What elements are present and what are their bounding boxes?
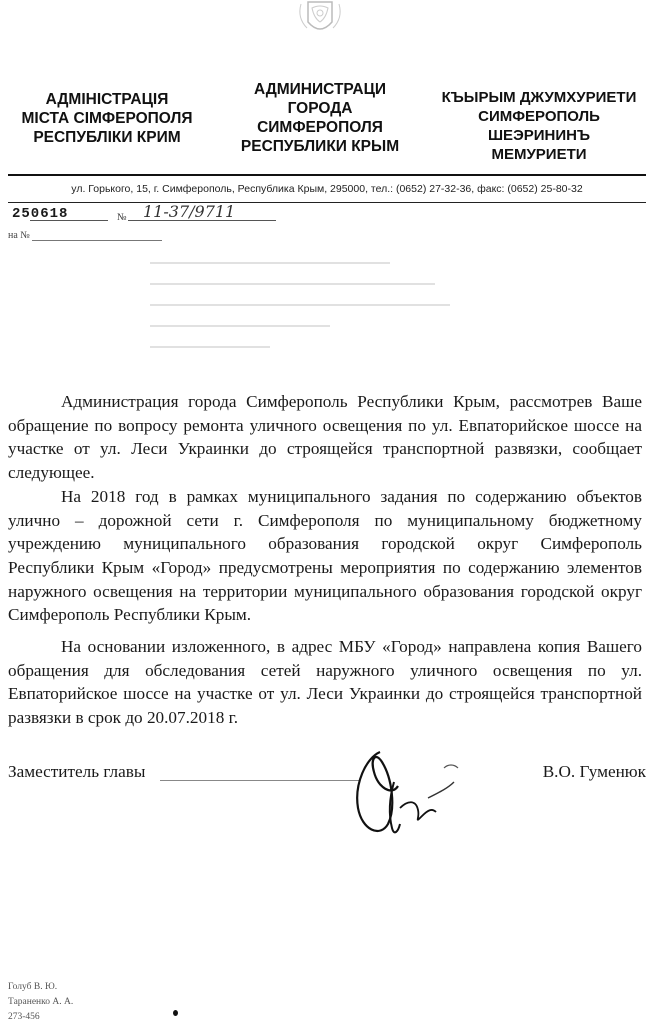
letterhead-address: ул. Горького, 15, г. Симферополь, Республика Крым, 295000, тел.: (0652) 27-32-36, факс: (0652) 25-80-32	[71, 183, 583, 195]
registration-reply-line	[32, 240, 162, 241]
executor-line: Голуб В. Ю.	[8, 982, 58, 992]
letter-body	[8, 390, 642, 730]
body-paragraph: На основании изложенного, в адрес МБУ «Город» направлена копия Вашего обращения для обследования сетей наружного уличного освещения по ул. Евпаторийское шоссе на участке от ул. Леси Украинки до строящейся транспортной развязки в срок до 20.07.2018 г.	[8, 637, 642, 728]
letterhead-ukrainian-line: МІСТА СІМФЕРОПОЛЯ	[21, 110, 193, 127]
letterhead-ukrainian-line: РЕСПУБЛІКИ КРИМ	[33, 129, 181, 146]
letterhead-russian-line: РЕСПУБЛИКИ КРЫМ	[240, 138, 400, 155]
registration-number-label: №	[117, 212, 127, 223]
letterhead-ukrainian-line: АДМІНІСТРАЦІЯ	[45, 91, 169, 108]
registration-date-stamp: 250618	[12, 206, 69, 222]
letterhead-russian-line: ГОРОДА	[287, 100, 353, 117]
letterhead-divider	[8, 174, 646, 176]
letterhead-ukrainian	[8, 90, 206, 147]
letterhead-crimean-tatar-line: КЪЫРЫМ ДЖУМХУРИЕТИ	[441, 89, 637, 106]
executor-line: 273-456	[8, 1012, 40, 1022]
letterhead-russian	[222, 80, 418, 156]
body-paragraph: На 2018 год в рамках муниципального задания по содержанию объектов улично – дорожной сети г. Симферополя по муниципальному бюджетному учреждению муниципального образования городской округ Симферополь Республики Крым «Город» предусмотрены мероприятия по содержанию элементов наружного освещения на территории муниципального образования городской округ Симферополь Республики Крым.	[8, 486, 642, 625]
registration-reply-label: на №	[8, 230, 30, 241]
executor-footer	[8, 980, 73, 1025]
letterhead-crimean-tatar-line: СИМФЕРОПОЛЬ	[478, 108, 600, 125]
address-divider	[8, 202, 646, 203]
registration-outgoing-number: 11-37/9711	[143, 202, 236, 221]
signature-line	[160, 780, 360, 781]
registration-date-line	[30, 220, 108, 221]
letterhead-crimean-tatar	[430, 88, 648, 164]
crimea-coat-of-arms-icon	[293, 0, 347, 38]
letterhead-crimean-tatar-line: МЕМУРИЕТИ	[491, 146, 587, 163]
ink-speck	[173, 1010, 178, 1016]
letterhead-crimean-tatar-line: ШЕЭРИНИНЪ	[487, 127, 591, 144]
faded-addressee-block	[150, 262, 450, 392]
handwritten-signature	[336, 738, 466, 848]
signatory-position: Заместитель главы	[8, 762, 146, 781]
executor-line: Тараненко А. А.	[8, 997, 74, 1007]
letterhead-russian-line: СИМФЕРОПОЛЯ	[257, 119, 383, 136]
letterhead-russian-line: АДМИНИСТРАЦИ	[253, 81, 387, 98]
body-paragraph: Администрация города Симферополь Республики Крым, рассмотрев Ваше обращение по вопросу ремонта уличного освещения по ул. Евпаторийское шоссе на участке от ул. Леси Украинки до строящейся транспортной развязки, сообщает следующее.	[8, 392, 642, 483]
signatory-name: В.О. Гуменюк	[542, 762, 646, 781]
registration-number-line	[128, 220, 276, 221]
